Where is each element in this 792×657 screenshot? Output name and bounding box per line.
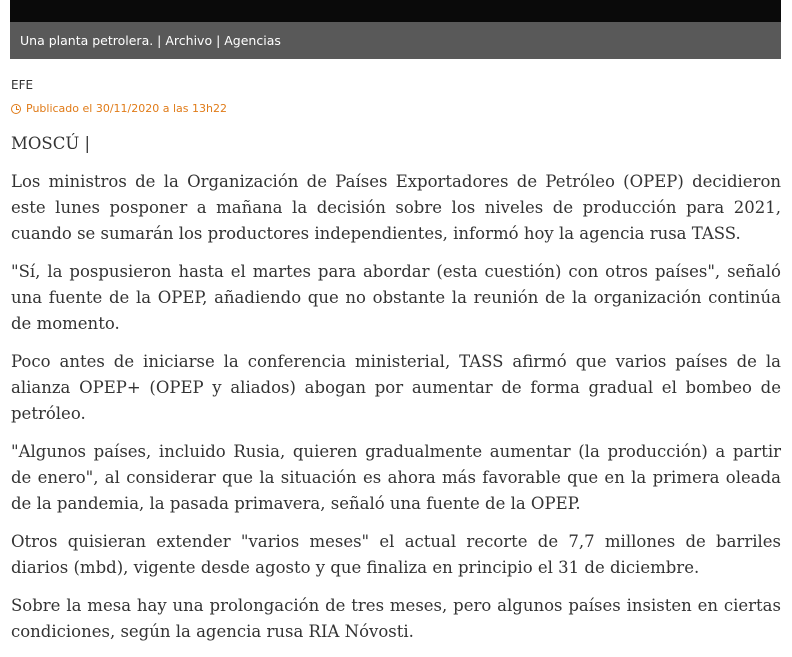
article-paragraph: Otros quisieran extender "varios meses" el actual recorte de 7,7 millones de barriles diarios (mbd), vigente desde agosto y que finaliza en principio el 31 de diciembre. bbox=[11, 532, 781, 577]
photo-caption: Una planta petrolera. | Archivo | Agencias bbox=[10, 22, 781, 59]
published-date-text: Publicado el 30/11/2020 a las 13h22 bbox=[26, 102, 227, 115]
clock-icon bbox=[11, 104, 21, 114]
article-paragraph: "Algunos países, incluido Rusia, quieren gradualmente aumentar (la producción) a partir de enero", al considerar que la situación es ahora más favorable que en la primera oleada de la pandemia, la pasada primavera, señaló una fuente de la OPEP. bbox=[11, 442, 781, 513]
article-photo bbox=[10, 0, 781, 22]
article-body bbox=[11, 131, 781, 657]
published-date bbox=[11, 102, 227, 115]
article-paragraph: Los ministros de la Organización de Países Exportadores de Petróleo (OPEP) decidieron este lunes posponer a mañana la decisión sobre los niveles de producción para 2021, cuando se sumarán los productores independientes, informó hoy la agencia rusa TASS. bbox=[11, 172, 781, 243]
article-paragraph: Sobre la mesa hay una prolongación de tres meses, pero algunos países insisten en ciertas condiciones, según la agencia rusa RIA Nóvosti. bbox=[11, 596, 781, 641]
article-paragraph: "Sí, la pospusieron hasta el martes para abordar (esta cuestión) con otros países", señaló una fuente de la OPEP, añadiendo que no obstante la reunión de la organización continúa de momento. bbox=[11, 262, 781, 333]
article-dateline: MOSCÚ | bbox=[11, 134, 91, 153]
article-paragraph: Poco antes de iniciarse la conferencia ministerial, TASS afirmó que varios países de la alianza OPEP+ (OPEP y aliados) abogan por aumentar de forma gradual el bombeo de petróleo. bbox=[11, 352, 781, 423]
article-source: EFE bbox=[11, 78, 34, 92]
